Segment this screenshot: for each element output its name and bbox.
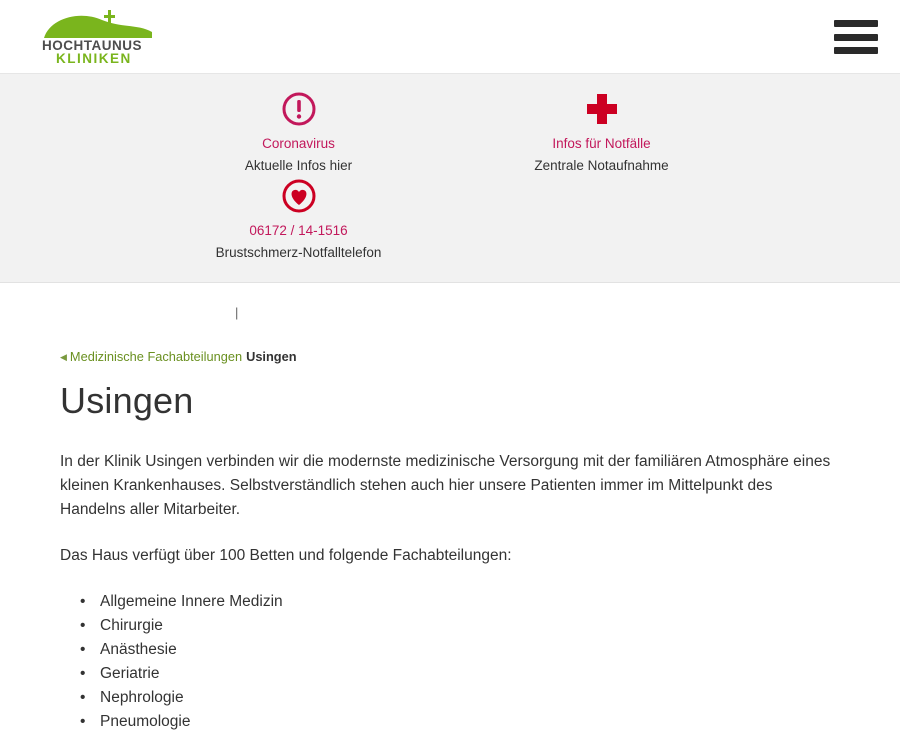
emergency-title-coronavirus[interactable]: Coronavirus — [262, 136, 335, 151]
main-content — [0, 283, 900, 734]
emergency-item-coronavirus[interactable] — [147, 92, 450, 173]
meta-row — [0, 283, 900, 349]
page-title: Usingen — [60, 380, 194, 421]
breadcrumb — [0, 349, 900, 364]
emergency-subtitle-notfaelle: Zentrale Notaufnahme — [534, 158, 669, 173]
list-item: • Nephrologie — [80, 686, 900, 710]
medical-cross-icon — [585, 92, 619, 126]
emergency-subtitle-brustschmerz: Brustschmerz-Notfalltelefon — [215, 245, 382, 260]
list-item: • Pneumologie — [80, 710, 900, 734]
site-logo[interactable] — [30, 8, 190, 66]
list-item: • Allgemeine Innere Medizin — [80, 590, 900, 614]
svg-text:HOCHTAUNUS: HOCHTAUNUS — [42, 38, 142, 53]
emergency-item-brustschmerz[interactable] — [147, 179, 450, 260]
hamburger-bar-3 — [834, 47, 878, 54]
hamburger-bar-2 — [834, 34, 878, 41]
beds-paragraph: Das Haus verfügt über 100 Betten und folgende Fachabteilungen: — [60, 547, 512, 564]
heart-circle-icon — [282, 179, 316, 213]
site-header — [0, 0, 900, 74]
emergency-row-bottom — [0, 179, 900, 260]
hochtaunus-kliniken-logo-icon — [30, 8, 190, 66]
breadcrumb-parent-link[interactable]: Medizinische Fachabteilungen — [69, 349, 243, 364]
meta-separator: | — [235, 305, 239, 320]
list-item: • Anästhesie — [80, 638, 900, 662]
list-item: • Chirurgie — [80, 614, 900, 638]
hamburger-bar-1 — [834, 20, 878, 27]
emergency-subtitle-coronavirus: Aktuelle Infos hier — [244, 158, 353, 173]
svg-text:KLINIKEN: KLINIKEN — [56, 51, 132, 66]
emergency-item-notfaelle[interactable] — [450, 92, 753, 173]
list-item: • Geriatrie — [80, 662, 900, 686]
emergency-band — [0, 74, 900, 283]
exclamation-circle-icon — [282, 92, 316, 126]
breadcrumb-current: Usingen — [246, 349, 297, 364]
emergency-row-top — [0, 92, 900, 173]
emergency-title-brustschmerz[interactable]: 06172 / 14-1516 — [249, 223, 348, 238]
intro-paragraph: In der Klinik Usingen verbinden wir die modernste medizinische Versorgung mit der familiären Atmosphäre eines kleinen Krankenhauses. Selbstverständlich stehen auch hier unsere Patienten immer im Mittelpunkt des Handelns aller Mitarbeiter. — [60, 453, 831, 518]
breadcrumb-back-arrow-icon[interactable]: ◀ — [60, 352, 67, 362]
department-list — [60, 590, 900, 734]
emergency-title-notfaelle[interactable]: Infos für Notfälle — [552, 136, 651, 151]
menu-toggle-button[interactable] — [834, 20, 878, 54]
